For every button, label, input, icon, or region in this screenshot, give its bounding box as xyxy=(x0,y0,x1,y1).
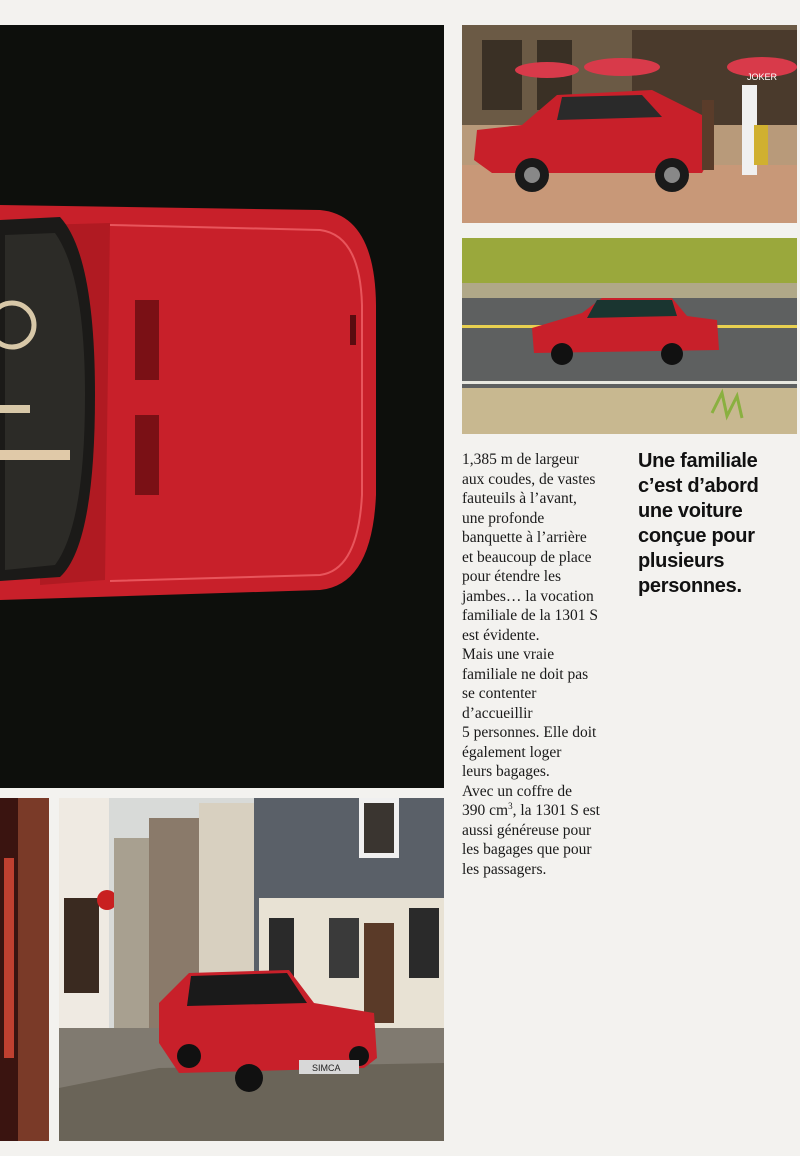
cafe-scene-image xyxy=(462,25,797,223)
body-line: les passagers. xyxy=(462,860,547,878)
body-line: leurs bagages. xyxy=(462,763,550,780)
body-line: d’accueillir xyxy=(462,704,533,722)
body-line-volume-end: , la 1301 S est xyxy=(512,802,600,819)
superscript-unit: 3 xyxy=(508,800,513,811)
body-line: 1,385 m de largeur xyxy=(462,451,579,468)
body-line: jambes… la vocation xyxy=(462,587,594,605)
car-top-view-image xyxy=(0,25,444,788)
interior-detail-image xyxy=(0,798,49,1141)
interior-detail-photo xyxy=(0,798,49,1141)
village-street-image xyxy=(59,798,444,1141)
car-top-view-photo xyxy=(0,25,444,788)
body-line: fauteuils à l’avant, xyxy=(462,490,577,507)
headline-line: personnes. xyxy=(638,575,742,597)
road-scene-image xyxy=(462,238,797,434)
body-line: est évidente. xyxy=(462,626,540,644)
body-line: également loger xyxy=(462,743,562,761)
body-line: Mais une vraie xyxy=(462,646,555,663)
body-line: familiale ne doit pas xyxy=(462,665,589,683)
body-line: banquette à l’arrière xyxy=(462,529,587,546)
body-line: et beaucoup de place xyxy=(462,548,592,566)
body-line: Avec un coffre de xyxy=(462,782,573,800)
body-line: aux coudes, de vastes xyxy=(462,470,596,488)
body-line: une profonde xyxy=(462,509,545,527)
body-line: se contenter xyxy=(462,685,537,702)
headline xyxy=(638,449,798,599)
license-plate-text: SIMCA xyxy=(312,1063,341,1073)
joker-sign-text: JOKER xyxy=(747,72,778,82)
body-line: aussi généreuse pour xyxy=(462,821,592,839)
body-line-volume-start: 390 cm xyxy=(462,802,509,819)
headline-line: Une familiale xyxy=(638,450,758,472)
road-scene-photo xyxy=(462,238,797,434)
headline-line: une voiture xyxy=(638,500,743,522)
headline-line: conçue pour xyxy=(638,525,755,547)
body-line: 5 personnes. Elle doit xyxy=(462,724,597,741)
cafe-scene-photo xyxy=(462,25,797,223)
body-line: les bagages que pour xyxy=(462,841,592,858)
body-text xyxy=(462,450,627,879)
body-line-volume xyxy=(462,801,627,821)
village-street-photo xyxy=(59,798,444,1141)
body-line: familiale de la 1301 S xyxy=(462,607,599,624)
headline-line: c’est d’abord xyxy=(638,475,759,497)
body-line: pour étendre les xyxy=(462,568,561,585)
headline-line: plusieurs xyxy=(638,550,725,572)
